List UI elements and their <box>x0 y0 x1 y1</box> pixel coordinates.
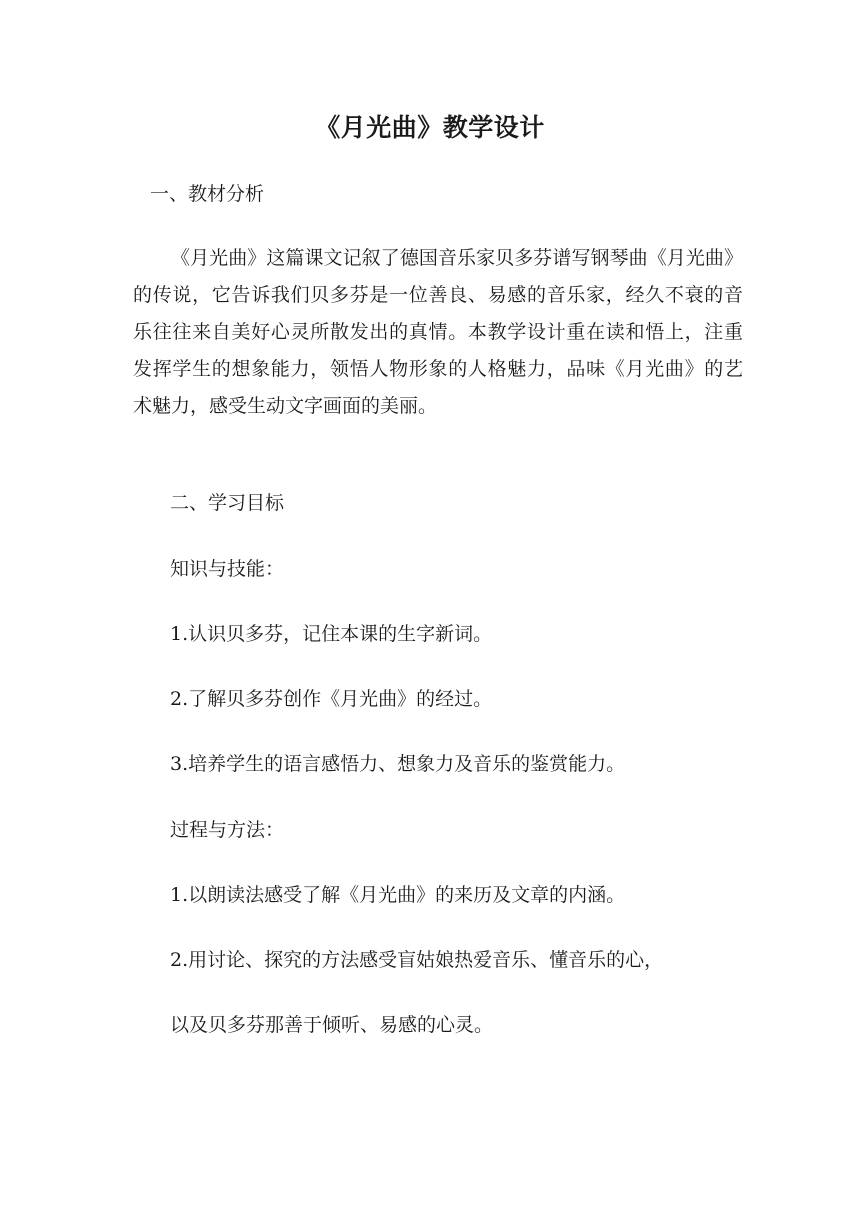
paragraph-line: 乐往往来自美好心灵所散发出的真情。本教学设计重在读和悟上，注重 <box>133 321 743 343</box>
process-item: 2.用讨论、探究的方法感受盲姑娘热爱音乐、懂音乐的心， <box>170 949 664 971</box>
paragraph-line: 《月光曲》这篇课文记叙了德国音乐家贝多芬谱写钢琴曲《月光曲》 <box>171 247 743 269</box>
process-item: 以及贝多芬那善于倾听、易感的心灵。 <box>170 1014 494 1036</box>
knowledge-item: 2.了解贝多芬创作《月光曲》的经过。 <box>170 688 493 710</box>
subheading-process-methods: 过程与方法： <box>170 819 285 841</box>
document-title: 《月光曲》教学设计 <box>315 113 545 142</box>
knowledge-item: 3.培养学生的语言感悟力、想象力及音乐的鉴赏能力。 <box>170 753 626 775</box>
paragraph-line: 术魅力，感受生动文字画面的美丽。 <box>133 395 438 417</box>
knowledge-item: 1.认识贝多芬，记住本课的生字新词。 <box>170 623 493 645</box>
section-heading-learning-goals: 二、学习目标 <box>170 492 285 514</box>
process-item: 1.以朗读法感受了解《月光曲》的来历及文章的内涵。 <box>170 884 626 906</box>
textbook-analysis-paragraph <box>133 240 743 425</box>
section-heading-textbook-analysis: 一、教材分析 <box>150 183 265 205</box>
subheading-knowledge-skills: 知识与技能： <box>170 558 285 580</box>
paragraph-line: 发挥学生的想象能力，领悟人物形象的人格魅力，品味《月光曲》的艺 <box>133 358 743 380</box>
paragraph-line: 的传说，它告诉我们贝多芬是一位善良、易感的音乐家，经久不衰的音 <box>133 284 743 306</box>
